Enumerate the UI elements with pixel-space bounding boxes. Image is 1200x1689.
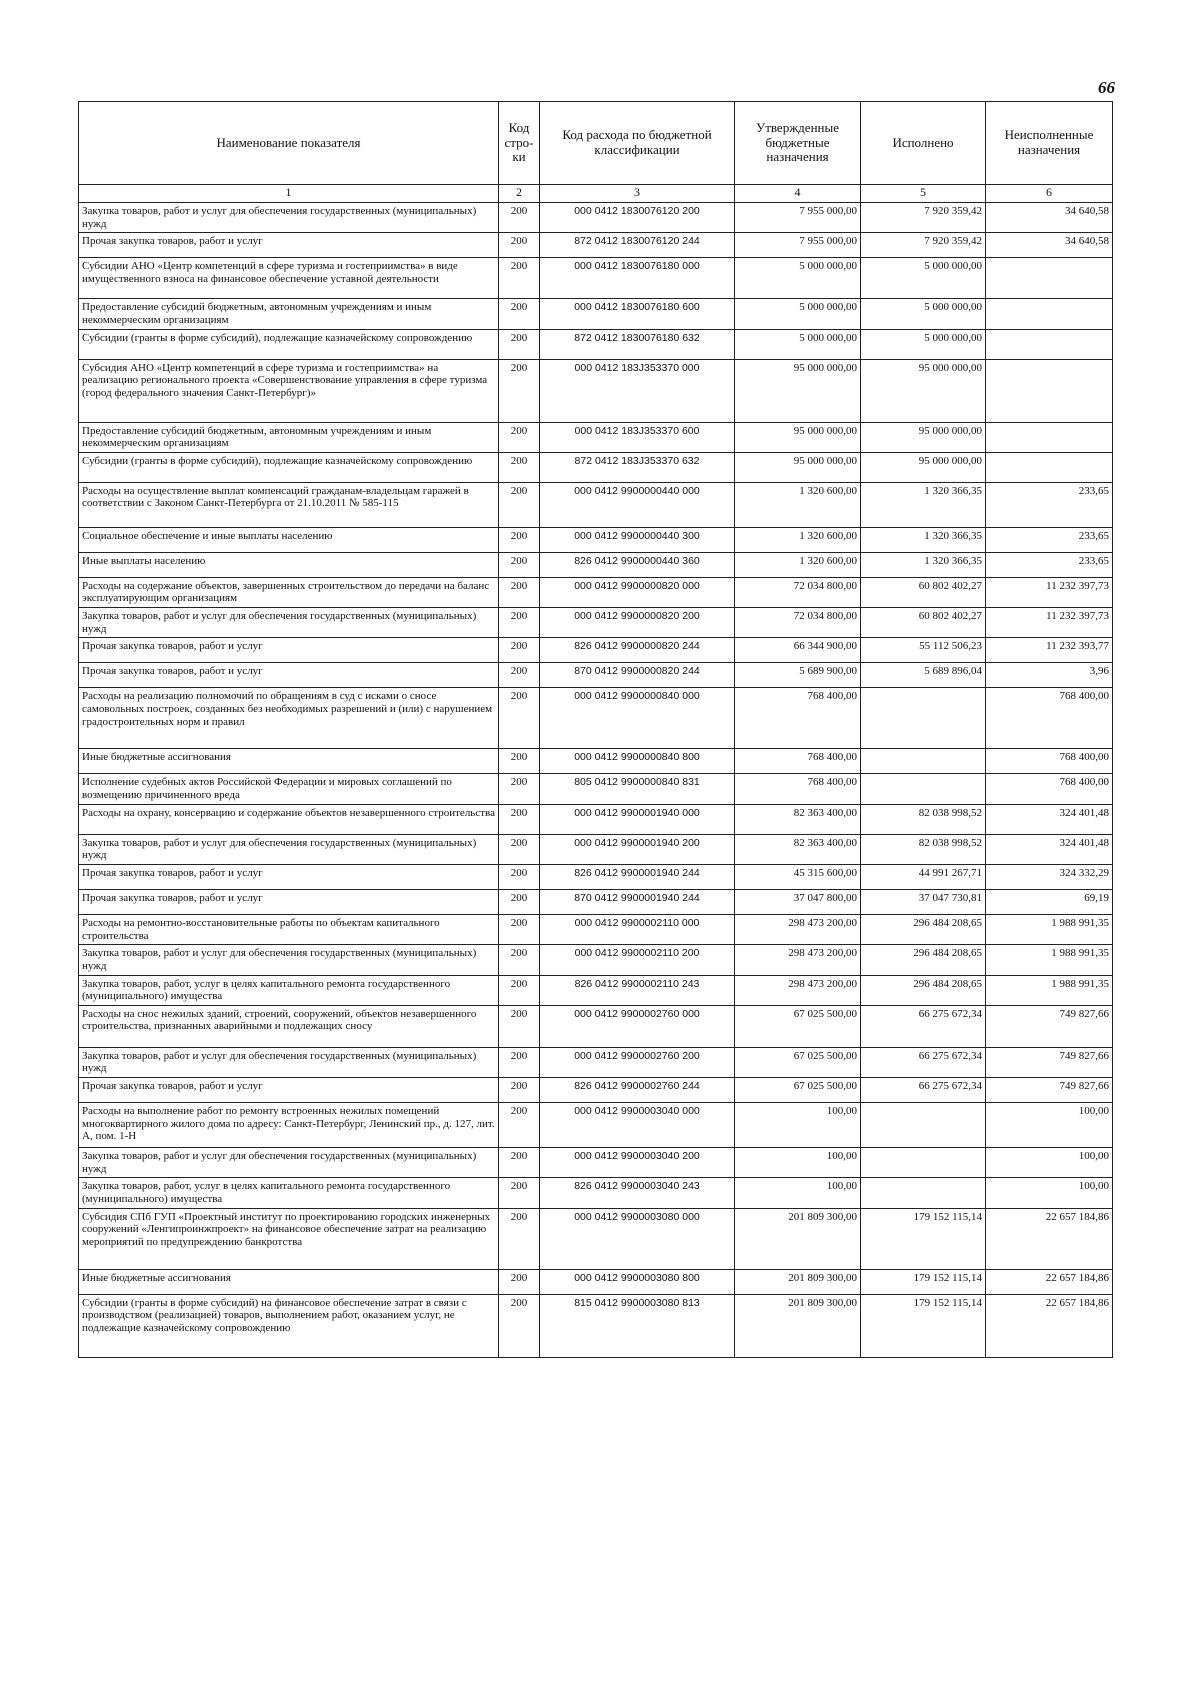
row-budget-code: 000 0412 183J353370 000	[540, 359, 735, 422]
row-executed: 66 275 672,34	[861, 1078, 986, 1103]
table-row	[79, 577, 1113, 607]
row-approved: 95 000 000,00	[735, 359, 861, 422]
table-row	[79, 422, 1113, 452]
row-budget-code: 826 0412 9900002110 243	[540, 975, 735, 1005]
row-name: Субсидии (гранты в форме субсидий) на финансовое обеспечение затрат в связи с производством (реализацией) товаров, выполнением работ, оказанием услуг, не подлежащие казначейскому сопровождению	[79, 1294, 499, 1357]
row-name: Прочая закупка товаров, работ и услуг	[79, 638, 499, 663]
row-unexecuted: 34 640,58	[986, 233, 1113, 258]
row-executed: 7 920 359,42	[861, 203, 986, 233]
row-budget-code: 000 0412 183J353370 600	[540, 422, 735, 452]
row-unexecuted: 22 657 184,86	[986, 1269, 1113, 1294]
row-name: Исполнение судебных актов Российской Федерации и мировых соглашений по возмещению причиненного вреда	[79, 774, 499, 804]
row-line-code: 200	[499, 749, 540, 774]
row-budget-code: 000 0412 9900001940 200	[540, 834, 735, 864]
row-unexecuted: 233,65	[986, 552, 1113, 577]
table-row	[79, 482, 1113, 527]
row-name: Прочая закупка товаров, работ и услуг	[79, 663, 499, 688]
row-executed: 95 000 000,00	[861, 359, 986, 422]
row-unexecuted: 100,00	[986, 1103, 1113, 1148]
row-name: Иные выплаты населению	[79, 552, 499, 577]
row-budget-code: 000 0412 9900000820 000	[540, 577, 735, 607]
row-unexecuted: 749 827,66	[986, 1047, 1113, 1077]
table-row	[79, 1005, 1113, 1047]
row-budget-code: 000 0412 9900002110 200	[540, 945, 735, 975]
row-approved: 1 320 600,00	[735, 552, 861, 577]
table-row	[79, 889, 1113, 914]
row-executed: 82 038 998,52	[861, 834, 986, 864]
row-line-code: 200	[499, 482, 540, 527]
table-row	[79, 299, 1113, 329]
table-row	[79, 804, 1113, 834]
row-name: Предоставление субсидий бюджетным, автономным учреждениям и иным некоммерческим организациям	[79, 422, 499, 452]
table-row	[79, 1047, 1113, 1077]
table-row	[79, 608, 1113, 638]
row-unexecuted: 11 232 397,73	[986, 608, 1113, 638]
table-row	[79, 359, 1113, 422]
row-name: Субсидия АНО «Центр компетенций в сфере туризма и гостеприимства» на реализацию регионального проекта «Совершенствование управления в сфере туризма (город федерального значения Санкт-Петербург)»	[79, 359, 499, 422]
row-line-code: 200	[499, 804, 540, 834]
row-approved: 72 034 800,00	[735, 577, 861, 607]
row-name: Прочая закупка товаров, работ и услуг	[79, 889, 499, 914]
column-number: 4	[735, 185, 861, 203]
table-body	[79, 203, 1113, 1358]
row-name: Закупка товаров, работ, услуг в целях капитального ремонта государственного (муниципального) имущества	[79, 1178, 499, 1208]
table-row	[79, 1178, 1113, 1208]
row-approved: 298 473 200,00	[735, 945, 861, 975]
header-name: Наименование показателя	[79, 102, 499, 185]
row-executed: 179 152 115,14	[861, 1269, 986, 1294]
row-line-code: 200	[499, 577, 540, 607]
table-row	[79, 834, 1113, 864]
row-unexecuted: 768 400,00	[986, 688, 1113, 749]
row-budget-code: 826 0412 9900003040 243	[540, 1178, 735, 1208]
row-line-code: 200	[499, 233, 540, 258]
row-approved: 82 363 400,00	[735, 834, 861, 864]
row-line-code: 200	[499, 329, 540, 359]
row-unexecuted: 324 401,48	[986, 804, 1113, 834]
row-executed: 66 275 672,34	[861, 1005, 986, 1047]
row-line-code: 200	[499, 774, 540, 804]
row-approved: 5 689 900,00	[735, 663, 861, 688]
row-unexecuted: 749 827,66	[986, 1005, 1113, 1047]
row-approved: 7 955 000,00	[735, 203, 861, 233]
row-budget-code: 000 0412 1830076120 200	[540, 203, 735, 233]
row-name: Закупка товаров, работ и услуг для обеспечения государственных (муниципальных) нужд	[79, 1148, 499, 1178]
row-line-code: 200	[499, 1005, 540, 1047]
row-approved: 768 400,00	[735, 749, 861, 774]
row-budget-code: 870 0412 9900001940 244	[540, 889, 735, 914]
row-unexecuted	[986, 258, 1113, 299]
row-approved: 298 473 200,00	[735, 914, 861, 944]
row-budget-code: 872 0412 183J353370 632	[540, 452, 735, 482]
header-executed: Исполнено	[861, 102, 986, 185]
row-line-code: 200	[499, 299, 540, 329]
row-approved: 66 344 900,00	[735, 638, 861, 663]
table-row	[79, 258, 1113, 299]
row-name: Расходы на содержание объектов, завершенных строительством до передачи на баланс эксплуатирующим организациям	[79, 577, 499, 607]
row-executed: 5 000 000,00	[861, 299, 986, 329]
row-line-code: 200	[499, 1294, 540, 1357]
row-budget-code: 872 0412 1830076120 244	[540, 233, 735, 258]
row-unexecuted	[986, 359, 1113, 422]
table-row	[79, 233, 1113, 258]
header-budget-code: Код расхода по бюджетной классификации	[540, 102, 735, 185]
row-name: Иные бюджетные ассигнования	[79, 1269, 499, 1294]
row-unexecuted: 324 401,48	[986, 834, 1113, 864]
row-budget-code: 000 0412 9900000840 000	[540, 688, 735, 749]
row-budget-code: 000 0412 9900000440 000	[540, 482, 735, 527]
row-approved: 100,00	[735, 1103, 861, 1148]
row-budget-code: 000 0412 9900003040 000	[540, 1103, 735, 1148]
row-name: Расходы на выполнение работ по ремонту встроенных нежилых помещений многоквартирного жилого дома по адресу: Санкт-Петербург, Ленинский пр., д. 127, лит. А, пом. 1-Н	[79, 1103, 499, 1148]
row-executed	[861, 688, 986, 749]
row-approved: 95 000 000,00	[735, 452, 861, 482]
table-row	[79, 1294, 1113, 1357]
row-unexecuted: 22 657 184,86	[986, 1294, 1113, 1357]
row-name: Субсидия СПб ГУП «Проектный институт по проектированию городских инженерных сооружений «Ленгипроинжпроект» на финансовое обеспечение затрат на реализацию мероприятий по предупреждению банкротства	[79, 1208, 499, 1269]
column-number: 5	[861, 185, 986, 203]
table-header-row	[79, 102, 1113, 185]
table-row	[79, 1269, 1113, 1294]
row-approved: 67 025 500,00	[735, 1078, 861, 1103]
row-name: Прочая закупка товаров, работ и услуг	[79, 864, 499, 889]
row-line-code: 200	[499, 1269, 540, 1294]
row-unexecuted: 233,65	[986, 527, 1113, 552]
row-budget-code: 826 0412 9900002760 244	[540, 1078, 735, 1103]
column-number: 3	[540, 185, 735, 203]
row-name: Расходы на реализацию полномочий по обращениям в суд с исками о сносе самовольных построек, созданных без необходимых разрешений и (или) с нарушением градостроительных норм и правил	[79, 688, 499, 749]
row-name: Закупка товаров, работ, услуг в целях капитального ремонта государственного (муниципального) имущества	[79, 975, 499, 1005]
row-executed: 66 275 672,34	[861, 1047, 986, 1077]
row-approved: 45 315 600,00	[735, 864, 861, 889]
row-unexecuted: 768 400,00	[986, 774, 1113, 804]
row-line-code: 200	[499, 975, 540, 1005]
table-row	[79, 552, 1113, 577]
row-unexecuted	[986, 452, 1113, 482]
table-row	[79, 749, 1113, 774]
row-line-code: 200	[499, 359, 540, 422]
row-budget-code: 815 0412 9900003080 813	[540, 1294, 735, 1357]
row-name: Закупка товаров, работ и услуг для обеспечения государственных (муниципальных) нужд	[79, 834, 499, 864]
table-row	[79, 914, 1113, 944]
table-row	[79, 1078, 1113, 1103]
row-executed: 95 000 000,00	[861, 452, 986, 482]
row-unexecuted: 34 640,58	[986, 203, 1113, 233]
row-name: Расходы на охрану, консервацию и содержание объектов незавершенного строительства	[79, 804, 499, 834]
row-approved: 5 000 000,00	[735, 299, 861, 329]
row-name: Расходы на ремонтно-восстановительные работы по объектам капитального строительства	[79, 914, 499, 944]
row-line-code: 200	[499, 688, 540, 749]
row-budget-code: 000 0412 9900003080 000	[540, 1208, 735, 1269]
row-executed: 1 320 366,35	[861, 552, 986, 577]
row-approved: 95 000 000,00	[735, 422, 861, 452]
row-executed: 179 152 115,14	[861, 1294, 986, 1357]
row-approved: 37 047 800,00	[735, 889, 861, 914]
table-row	[79, 864, 1113, 889]
row-budget-code: 872 0412 1830076180 632	[540, 329, 735, 359]
row-approved: 1 320 600,00	[735, 482, 861, 527]
row-executed: 1 320 366,35	[861, 527, 986, 552]
row-name: Субсидии (гранты в форме субсидий), подлежащие казначейскому сопровождению	[79, 329, 499, 359]
table-row	[79, 527, 1113, 552]
row-name: Предоставление субсидий бюджетным, автономным учреждениям и иным некоммерческим организациям	[79, 299, 499, 329]
row-budget-code: 826 0412 9900000820 244	[540, 638, 735, 663]
row-line-code: 200	[499, 422, 540, 452]
column-numbers-row	[79, 185, 1113, 203]
row-unexecuted: 749 827,66	[986, 1078, 1113, 1103]
row-unexecuted	[986, 422, 1113, 452]
column-number: 6	[986, 185, 1113, 203]
column-number: 2	[499, 185, 540, 203]
row-executed: 60 802 402,27	[861, 577, 986, 607]
row-executed	[861, 1148, 986, 1178]
row-executed: 82 038 998,52	[861, 804, 986, 834]
row-unexecuted: 233,65	[986, 482, 1113, 527]
row-name: Закупка товаров, работ и услуг для обеспечения государственных (муниципальных) нужд	[79, 945, 499, 975]
row-name: Прочая закупка товаров, работ и услуг	[79, 233, 499, 258]
table-row	[79, 329, 1113, 359]
row-unexecuted	[986, 299, 1113, 329]
row-budget-code: 000 0412 1830076180 000	[540, 258, 735, 299]
row-executed	[861, 1103, 986, 1148]
table-row	[79, 774, 1113, 804]
row-unexecuted: 100,00	[986, 1148, 1113, 1178]
row-approved: 67 025 500,00	[735, 1047, 861, 1077]
row-line-code: 200	[499, 889, 540, 914]
row-executed: 1 320 366,35	[861, 482, 986, 527]
row-executed: 5 689 896,04	[861, 663, 986, 688]
row-approved: 7 955 000,00	[735, 233, 861, 258]
row-executed	[861, 749, 986, 774]
row-budget-code: 000 0412 9900002760 200	[540, 1047, 735, 1077]
row-budget-code: 000 0412 9900000820 200	[540, 608, 735, 638]
row-name: Прочая закупка товаров, работ и услуг	[79, 1078, 499, 1103]
row-line-code: 200	[499, 663, 540, 688]
row-name: Закупка товаров, работ и услуг для обеспечения государственных (муниципальных) нужд	[79, 1047, 499, 1077]
row-executed: 44 991 267,71	[861, 864, 986, 889]
row-line-code: 200	[499, 834, 540, 864]
row-executed: 7 920 359,42	[861, 233, 986, 258]
row-budget-code: 826 0412 9900001940 244	[540, 864, 735, 889]
row-line-code: 200	[499, 914, 540, 944]
row-line-code: 200	[499, 945, 540, 975]
row-name: Иные бюджетные ассигнования	[79, 749, 499, 774]
table-row	[79, 1208, 1113, 1269]
row-approved: 201 809 300,00	[735, 1294, 861, 1357]
row-budget-code: 000 0412 9900000840 800	[540, 749, 735, 774]
row-line-code: 200	[499, 527, 540, 552]
table-row	[79, 638, 1113, 663]
row-unexecuted: 22 657 184,86	[986, 1208, 1113, 1269]
row-unexecuted: 69,19	[986, 889, 1113, 914]
row-name: Субсидии АНО «Центр компетенций в сфере туризма и гостеприимства» в виде имущественного взноса на финансовое обеспечение уставной деятельности	[79, 258, 499, 299]
row-budget-code: 000 0412 9900000440 300	[540, 527, 735, 552]
table-row	[79, 975, 1113, 1005]
row-approved: 768 400,00	[735, 774, 861, 804]
row-line-code: 200	[499, 608, 540, 638]
row-line-code: 200	[499, 1103, 540, 1148]
row-budget-code: 000 0412 9900003040 200	[540, 1148, 735, 1178]
row-line-code: 200	[499, 1148, 540, 1178]
row-executed: 60 802 402,27	[861, 608, 986, 638]
row-budget-code: 000 0412 9900003080 800	[540, 1269, 735, 1294]
table-row	[79, 688, 1113, 749]
row-budget-code: 870 0412 9900000820 244	[540, 663, 735, 688]
row-executed: 55 112 506,23	[861, 638, 986, 663]
table-row	[79, 663, 1113, 688]
row-approved: 298 473 200,00	[735, 975, 861, 1005]
row-approved: 5 000 000,00	[735, 258, 861, 299]
row-executed: 296 484 208,65	[861, 975, 986, 1005]
row-executed: 179 152 115,14	[861, 1208, 986, 1269]
row-approved: 5 000 000,00	[735, 329, 861, 359]
row-line-code: 200	[499, 1047, 540, 1077]
row-name: Закупка товаров, работ и услуг для обеспечения государственных (муниципальных) нужд	[79, 608, 499, 638]
row-line-code: 200	[499, 1208, 540, 1269]
row-line-code: 200	[499, 638, 540, 663]
row-executed	[861, 774, 986, 804]
row-approved: 82 363 400,00	[735, 804, 861, 834]
row-approved: 768 400,00	[735, 688, 861, 749]
row-unexecuted: 324 332,29	[986, 864, 1113, 889]
row-approved: 201 809 300,00	[735, 1269, 861, 1294]
table-row	[79, 203, 1113, 233]
row-unexecuted: 1 988 991,35	[986, 914, 1113, 944]
row-budget-code: 805 0412 9900000840 831	[540, 774, 735, 804]
row-executed: 95 000 000,00	[861, 422, 986, 452]
row-unexecuted: 3,96	[986, 663, 1113, 688]
row-approved: 100,00	[735, 1178, 861, 1208]
row-line-code: 200	[499, 864, 540, 889]
row-unexecuted: 11 232 393,77	[986, 638, 1113, 663]
row-unexecuted: 1 988 991,35	[986, 975, 1113, 1005]
row-name: Социальное обеспечение и иные выплаты населению	[79, 527, 499, 552]
row-unexecuted: 11 232 397,73	[986, 577, 1113, 607]
row-budget-code: 000 0412 9900002110 000	[540, 914, 735, 944]
row-name: Расходы на осуществление выплат компенсаций гражданам-владельцам гаражей в соответствии с Законом Санкт-Петербурга от 21.10.2011 № 585-115	[79, 482, 499, 527]
header-unexecuted: Неисполненные назначения	[986, 102, 1113, 185]
row-unexecuted: 100,00	[986, 1178, 1113, 1208]
row-name: Субсидии (гранты в форме субсидий), подлежащие казначейскому сопровождению	[79, 452, 499, 482]
row-line-code: 200	[499, 258, 540, 299]
row-executed: 37 047 730,81	[861, 889, 986, 914]
row-approved: 67 025 500,00	[735, 1005, 861, 1047]
row-executed: 296 484 208,65	[861, 914, 986, 944]
row-line-code: 200	[499, 1178, 540, 1208]
row-unexecuted	[986, 329, 1113, 359]
row-unexecuted: 768 400,00	[986, 749, 1113, 774]
row-name: Закупка товаров, работ и услуг для обеспечения государственных (муниципальных) нужд	[79, 203, 499, 233]
row-approved: 100,00	[735, 1148, 861, 1178]
row-approved: 72 034 800,00	[735, 608, 861, 638]
row-line-code: 200	[499, 552, 540, 577]
row-unexecuted: 1 988 991,35	[986, 945, 1113, 975]
row-budget-code: 000 0412 9900001940 000	[540, 804, 735, 834]
header-approved: Утвержденные бюджетные назначения	[735, 102, 861, 185]
row-name: Расходы на снос нежилых зданий, строений, сооружений, объектов незавершенного строительства, признанных аварийными и подлежащих сносу	[79, 1005, 499, 1047]
row-line-code: 200	[499, 203, 540, 233]
row-executed	[861, 1178, 986, 1208]
row-budget-code: 826 0412 9900000440 360	[540, 552, 735, 577]
column-number: 1	[79, 185, 499, 203]
table-row	[79, 452, 1113, 482]
row-executed: 296 484 208,65	[861, 945, 986, 975]
table-row	[79, 1148, 1113, 1178]
row-line-code: 200	[499, 1078, 540, 1103]
row-budget-code: 000 0412 1830076180 600	[540, 299, 735, 329]
table-row	[79, 945, 1113, 975]
row-approved: 201 809 300,00	[735, 1208, 861, 1269]
header-line-code: Код стро-ки	[499, 102, 540, 185]
row-executed: 5 000 000,00	[861, 329, 986, 359]
row-approved: 1 320 600,00	[735, 527, 861, 552]
row-executed: 5 000 000,00	[861, 258, 986, 299]
table-row	[79, 1103, 1113, 1148]
row-budget-code: 000 0412 9900002760 000	[540, 1005, 735, 1047]
row-line-code: 200	[499, 452, 540, 482]
page-number: 66	[1098, 78, 1115, 97]
budget-execution-table	[78, 101, 1113, 1358]
